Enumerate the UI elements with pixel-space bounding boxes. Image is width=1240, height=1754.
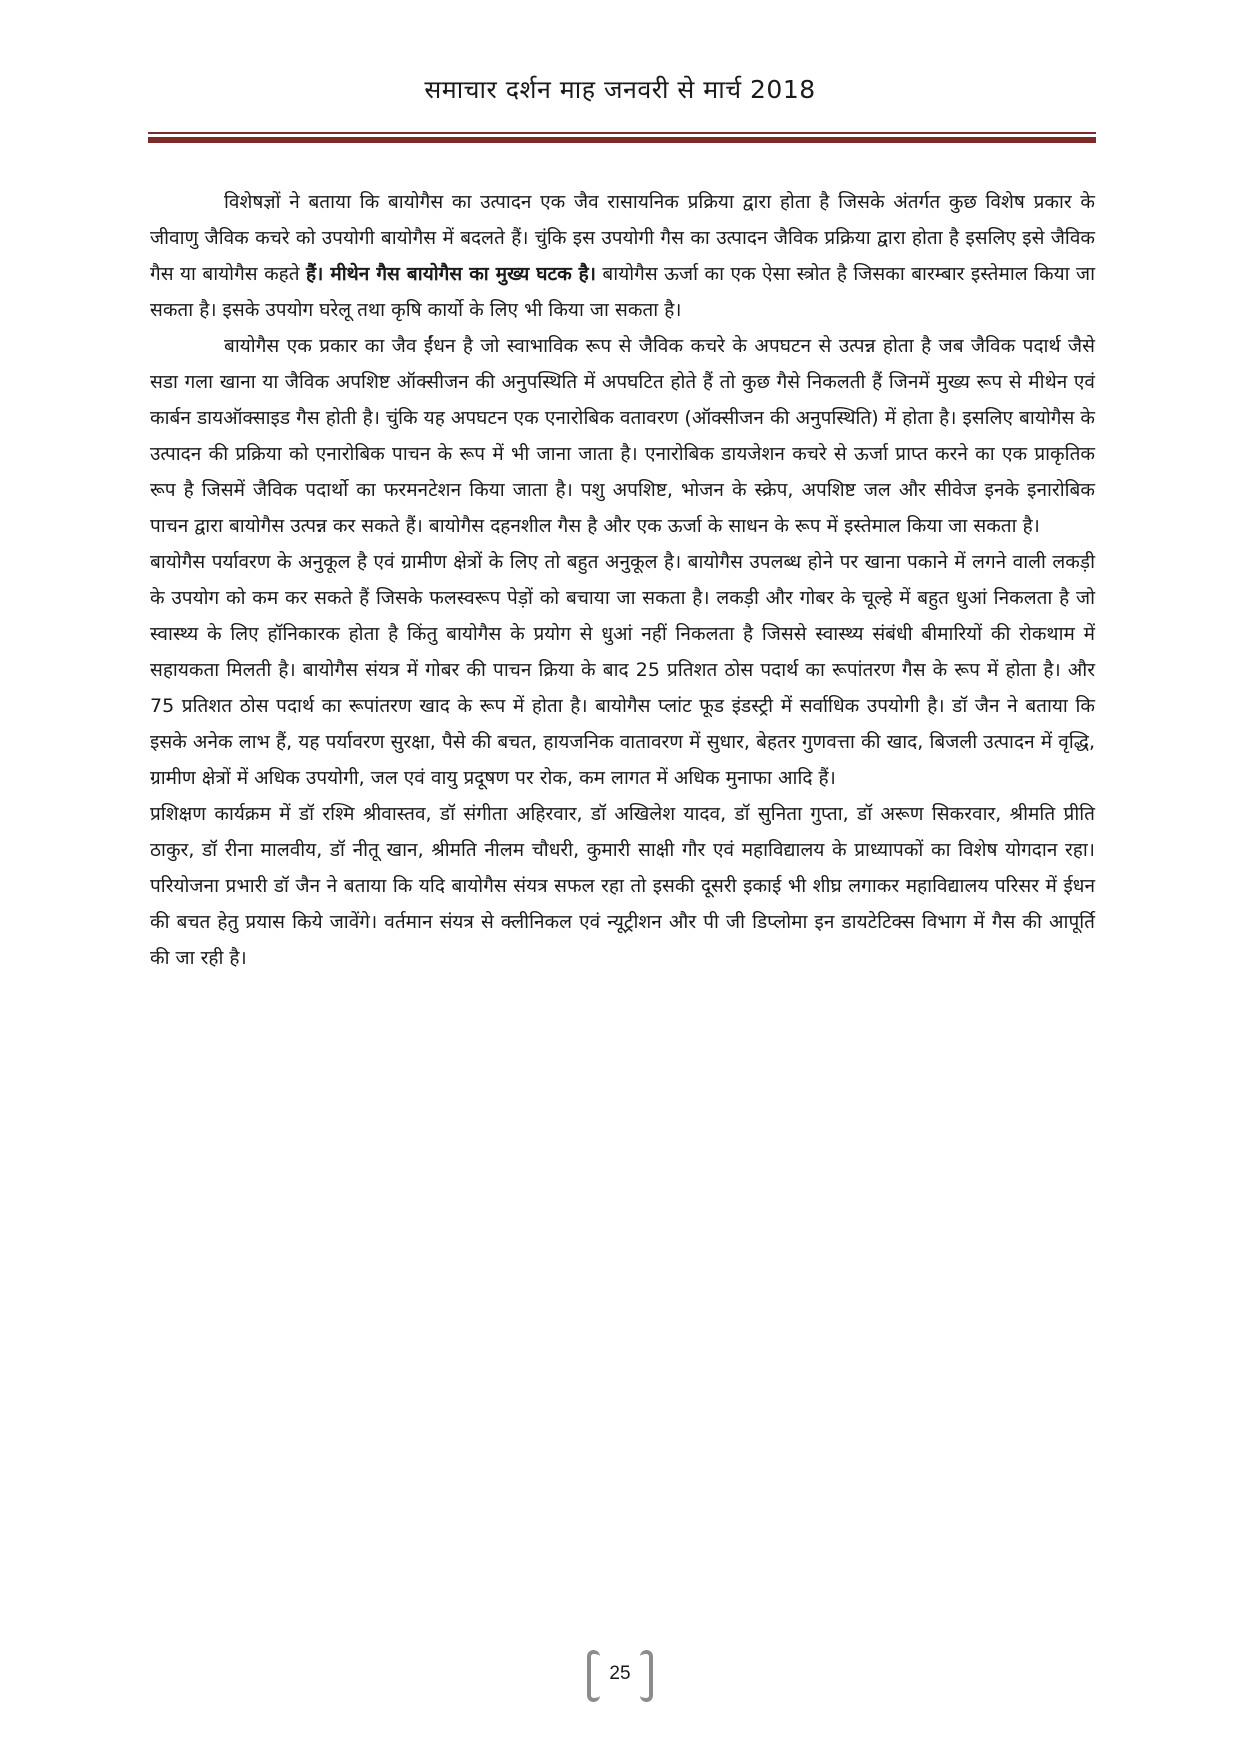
paragraph-1-text-start: विशेषज्ञों ने बताया कि बायोगैस का उत्पादन एक जैव रासायनिक प्रक्रिया द्वारा होता है जिसके अंतर्गत कुछ विशेष प्रकार के जीवाणु जैविक कचरे को उपयोगी बायोगैस में बदलते हैं। चुंकि इस उपयोगी गैस का उत्पादन जैविक प्रक्रिया द्वारा होता है इसलिए इसे जैविक गैस या बायोगैस कहते	[150, 191, 1095, 285]
page-footer	[0, 1652, 1240, 1696]
paragraph-2: बायोगैस एक प्रकार का जैव ईंधन है जो स्वाभाविक रूप से जैविक कचरे के अपघटन से उत्पन्न होता है जब जैविक पदार्थ जैसे सडा गला खाना या जैविक अपशिष्ट ऑक्सीजन की अनुपस्थिति में अपघटित होते हैं तो कुछ गैसे निकलती हैं जिनमें मुख्य रूप से मीथेन एवं कार्बन डायऑक्साइड गैस होती है। चुंकि यह अपघटन एक एनारोबिक वतावरण (ऑक्सीजन की अनुपस्थिति) में होता है। इसलिए बायोगैस के उत्पादन की प्रक्रिया को एनारोबिक पाचन के रूप में भी जाना जाता है। एनारोबिक डायजेशन कचरे से ऊर्जा प्राप्त करने का एक प्राकृतिक रूप है जिसमें जैविक पदार्थो का फरमनटेशन किया जाता है। पशु अपशिष्ट, भोजन के स्क्रेप, अपशिष्ट जल और सीवेज इनके इनारोबिक पाचन द्वारा बायोगैस उत्पन्न कर सकते हैं। बायोगैस दहनशील गैस है और एक ऊर्जा के साधन के रूप में इस्तेमाल किया जा सकता है।	[150, 335, 1095, 537]
left-bracket-icon	[587, 1650, 600, 1702]
page-number-box	[587, 1652, 652, 1696]
header-rule-thin	[148, 132, 1096, 134]
page-header-title: समाचार दर्शन माह जनवरी से मार्च 2018	[424, 75, 816, 104]
header-rule-thick	[148, 137, 1096, 143]
paragraph-3: बायोगैस पर्यावरण के अनुकूल है एवं ग्रामीण क्षेत्रों के लिए तो बहुत अनुकूल है। बायोगैस उपलब्ध होने पर खाना पकाने में लगने वाली लकड़ी के उपयोग को कम कर सकते हैं जिसके फलस्वरूप पेड़ों को बचाया जा सकता है। लकड़ी और गोबर के चूल्हे में बहुत धुआं निकलता है जो स्वास्थ्य के लिए हॉनिकारक होता है किंतु बायोगैस के प्रयोग से धुआं नहीं निकलता है जिससे स्वास्थ्य संबंधी बीमारियों की रोकथाम में सहायकता मिलती है। बायोगैस संयत्र में गोबर की पाचन क्रिया के बाद 25 प्रतिशत ठोस पदार्थ का रूपांतरण गैस के रूप में होता है। और 75 प्रतिशत ठोस पदार्थ का रूपांतरण खाद के रूप में होता है। बायोगैस प्लांट फूड इंडस्ट्री में सर्वाधिक उपयोगी है। डॉ जैन ने बताया कि इसके अनेक लाभ हैं, यह पर्यावरण सुरक्षा, पैसे की बचत, हायजनिक वातावरण में सुधार, बेहतर गुणवत्ता की खाद, बिजली उत्पादन में वृद्धि, ग्रामीण क्षेत्रों में अधिक उपयोगी, जल एवं वायु प्रदूषण पर रोक, कम लागत में अधिक मुनाफा आदि हैं।	[150, 551, 1095, 789]
paragraph-1	[150, 184, 1095, 328]
page-number: 25	[609, 1663, 631, 1684]
article-body	[150, 184, 1095, 976]
paragraph-1-text-end: बायोगैस ऊर्जा का एक ऐसा स्त्रोत है जिसका बारम्बार इस्तेमाल किया जा सकता है। इसके उपयोग घरेलू तथा कृषि कार्यो के लिए भी किया जा सकता है।	[150, 263, 1095, 321]
paragraph-4: प्रशिक्षण कार्यक्रम में डॉ रश्मि श्रीवास्तव, डॉ संगीता अहिरवार, डॉ अखिलेश यादव, डॉ सुनिता गुप्ता, डॉ अरूण सिकरवार, श्रीमति प्रीति ठाकुर, डॉ रीना मालवीय, डॉ नीतू खान, श्रीमति नीलम चौधरी, कुमारी साक्षी गौर एवं महाविद्यालय के प्राध्यापकों का विशेष योगदान रहा। परियोजना प्रभारी डॉ जैन ने बताया कि यदि बायोगैस संयत्र सफल रहा तो इसकी दूसरी इकाई भी शीघ्र लगाकर महाविद्यालय परिसर में ईधन की बचत हेतु प्रयास किये जावेंगे। वर्तमान संयत्र से क्लीनिकल एवं न्यूट्रीशन और पी जी डिप्लोमा इन डायटेटिक्स विभाग में गैस की आपूर्ति की जा रही है।	[150, 803, 1095, 969]
paragraph-1-bold-text: हैं। मीथेन गैस बायोगैस का मुख्य घटक है।	[306, 263, 596, 285]
right-bracket-icon	[640, 1650, 653, 1702]
